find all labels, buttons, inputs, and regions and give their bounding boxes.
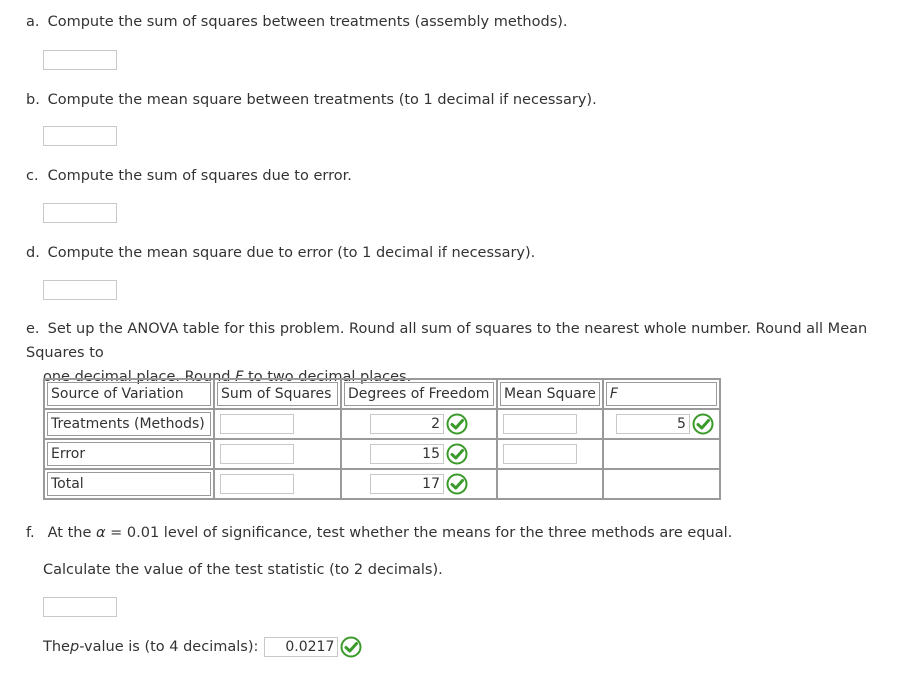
question-c: c. Compute the sum of squares due to error.: [26, 168, 352, 184]
row-source-error: Error: [47, 442, 211, 466]
anova-table: [43, 378, 721, 500]
ss-error-input[interactable]: [43, 203, 117, 223]
pvalue-input[interactable]: 0.0217: [264, 637, 338, 657]
test-statistic-input[interactable]: [43, 597, 117, 617]
error-f-empty: [606, 442, 717, 466]
ss-between-input[interactable]: [43, 50, 117, 70]
header-source: Source of Variation: [47, 382, 211, 406]
header-ss: Sum of Squares: [217, 382, 338, 406]
total-ss-input[interactable]: [220, 474, 294, 494]
treatments-f-input[interactable]: 5: [616, 414, 690, 434]
check-circle-icon: [340, 636, 362, 658]
table-row: [44, 409, 720, 439]
check-circle-icon: [446, 473, 468, 495]
table-row: [44, 439, 720, 469]
table-header-row: [44, 379, 720, 409]
treatments-ss-input[interactable]: [220, 414, 294, 434]
check-circle-icon: [446, 443, 468, 465]
pvalue-row: The p -value is (to 4 decimals): 0.0217: [43, 635, 362, 659]
error-df-input[interactable]: 15: [370, 444, 444, 464]
question-a: a. Compute the sum of squares between treatments (assembly methods).: [26, 14, 568, 30]
treatments-df-input[interactable]: 2: [370, 414, 444, 434]
test-statistic-prompt: Calculate the value of the test statistic (to 2 decimals).: [43, 562, 443, 578]
question-e: e. Set up the ANOVA table for this problem. Round all sum of squares to the nearest whole number. Round all Mean Squares to one decimal place. Round F to two decimal places.: [26, 321, 868, 385]
question-f: f. At the α = 0.01 level of significance, test whether the means for the three methods are equal.: [26, 525, 733, 541]
table-row: [44, 469, 720, 499]
row-source-treatments: Treatments (Methods): [47, 412, 211, 436]
check-circle-icon: [446, 413, 468, 435]
row-source-total: Total: [47, 472, 211, 496]
total-df-input[interactable]: 17: [370, 474, 444, 494]
header-f: F: [606, 382, 717, 406]
header-df: Degrees of Freedom: [344, 382, 494, 406]
error-ms-input[interactable]: [503, 444, 577, 464]
question-b: b. Compute the mean square between treatments (to 1 decimal if necessary).: [26, 92, 597, 108]
check-circle-icon: [692, 413, 714, 435]
ms-error-input[interactable]: [43, 280, 117, 300]
error-ss-input[interactable]: [220, 444, 294, 464]
total-ms-empty: [500, 472, 600, 496]
treatments-ms-input[interactable]: [503, 414, 577, 434]
header-ms: Mean Square: [500, 382, 600, 406]
question-d: d. Compute the mean square due to error (to 1 decimal if necessary).: [26, 245, 536, 261]
ms-between-input[interactable]: [43, 126, 117, 146]
total-f-empty: [606, 472, 717, 496]
